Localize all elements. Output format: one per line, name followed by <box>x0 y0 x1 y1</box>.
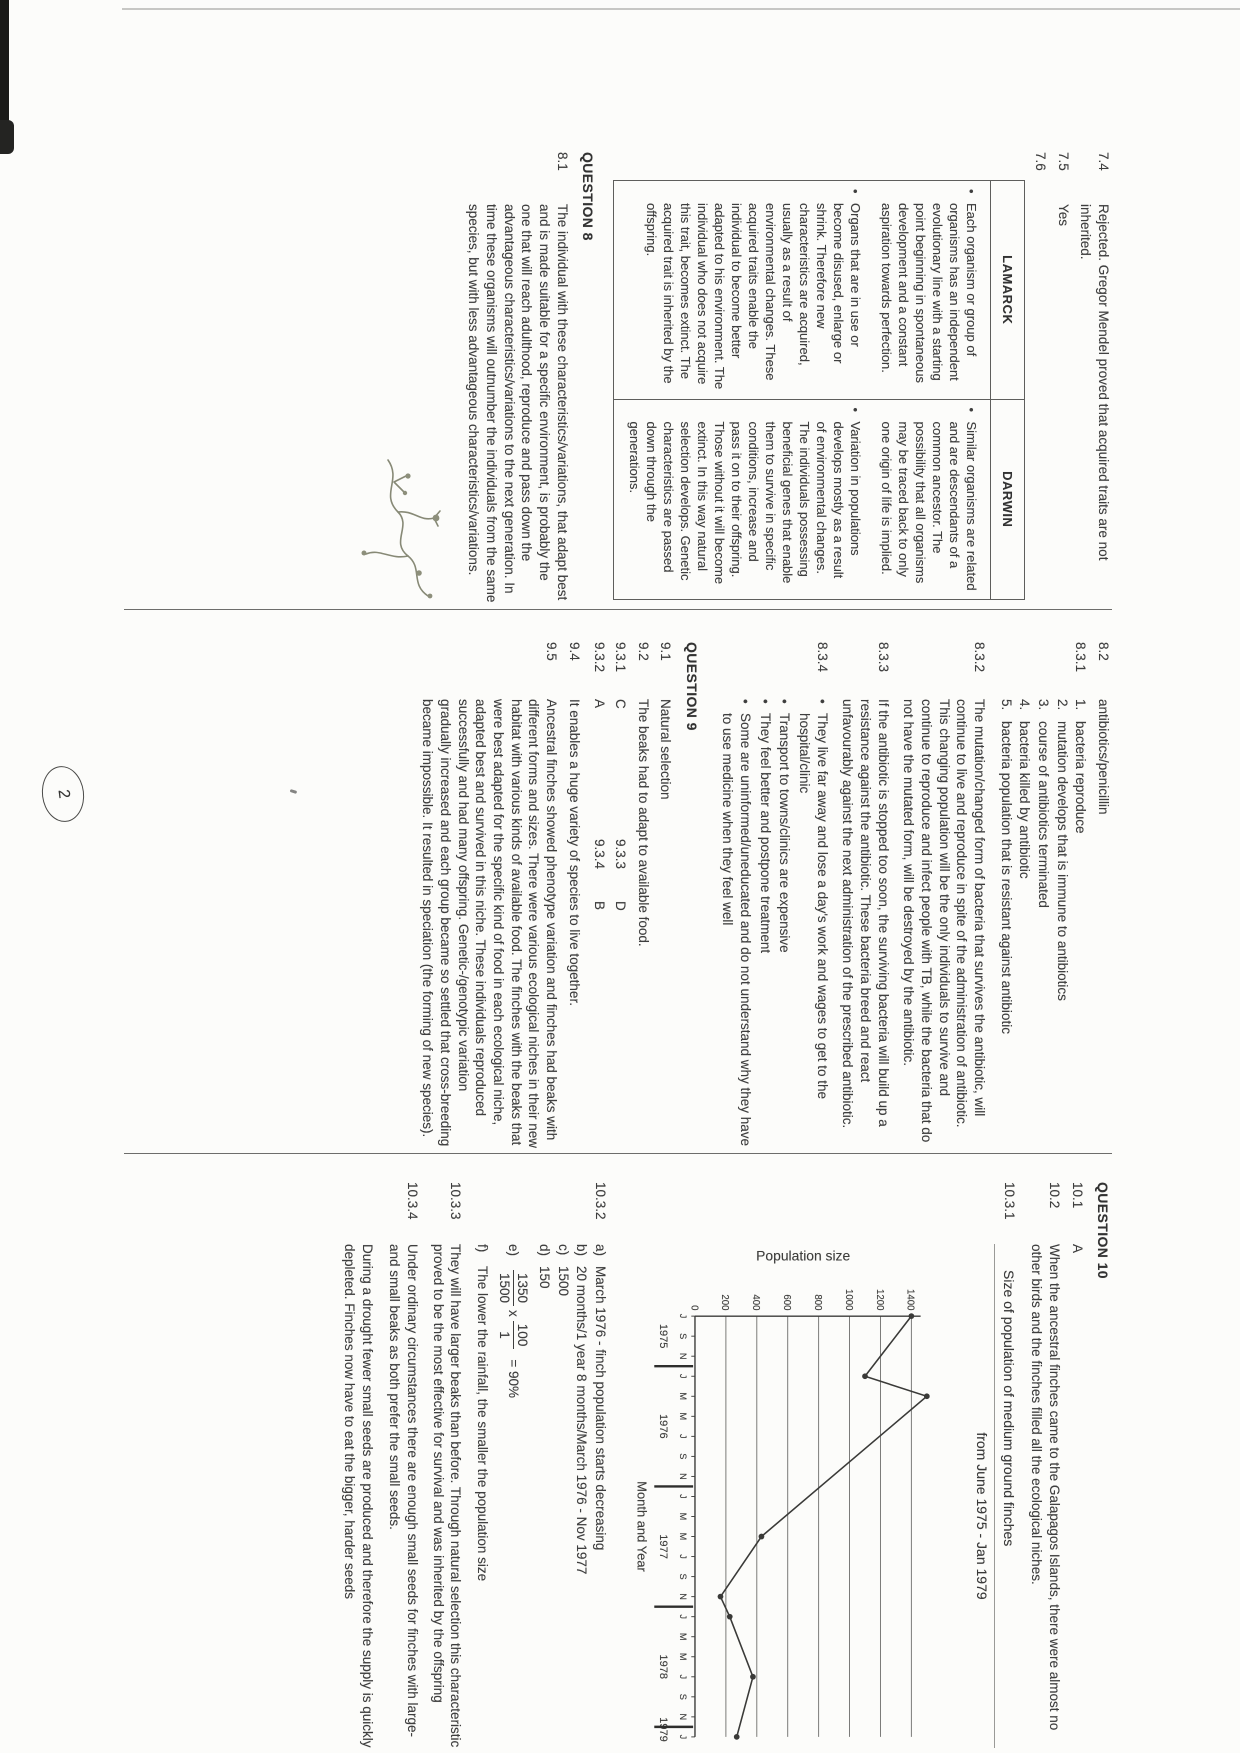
item-label: d) <box>536 1244 552 1257</box>
y-tick-label: 1000 <box>842 1288 854 1311</box>
answer-number: 7.4 <box>1096 152 1111 171</box>
bullet-icon: • <box>848 189 864 194</box>
answer-9-2 <box>634 642 652 1148</box>
month-tick-label: J <box>678 1554 689 1559</box>
month-tick-label: N <box>678 1473 689 1480</box>
item-label: 3. <box>1035 699 1051 711</box>
answer-text: When the ancestral finches came to the Galapagos Islands, there were almost no other birds and the finches filled all the ecological niches. <box>1029 1244 1062 1731</box>
paragraph-2: During a drought fewer small seeds are produced and therefore the supply is quickly depleted. Finches now have to eat the bigger, harder seeds <box>341 1244 375 1748</box>
answer-number: 9.3.2 <box>592 642 608 673</box>
multiplication-sign: x <box>505 1310 521 1317</box>
month-tick-label: S <box>678 1453 689 1460</box>
answer-number: 9.3.3 <box>612 839 628 870</box>
month-tick-label: M <box>678 1412 689 1421</box>
answer-number: 8.3.1 <box>1073 642 1089 673</box>
bullet-item <box>776 699 794 1148</box>
equation-result: = 90% <box>505 1359 521 1398</box>
bullet-icon: • <box>757 699 773 704</box>
item-label: f) <box>474 1244 490 1253</box>
list-item <box>1016 699 1034 1148</box>
bullet-text: Variation in populations develops mostly as a result of environmental changes. The individuals possessing beneficial genes that enable them to survive in specific conditions, increase and pass it on to their offspring. Those without it will become extinct. In this way natural selection develops. Genetic characteristics are passed down through the generations. <box>627 421 864 585</box>
y-tick-label: 800 <box>811 1294 823 1311</box>
month-tick-label: M <box>678 1652 689 1661</box>
lamarck-cell <box>613 181 990 400</box>
chart-subtitle: from June 1975 - Jan 1979 <box>974 1432 991 1600</box>
fraction-2 <box>495 1321 531 1350</box>
answer-9-5 <box>419 642 560 1148</box>
answer-9-3-row2 <box>591 642 609 1148</box>
finch-population-figure <box>617 1182 1018 1748</box>
answer-text: The mutation/changed form of bacteria that survives the antibiotic, will continue to live and reproduce in spite of the administration of antibiotic. This changing population will be the only individuals to survive and continue to reproduce and infect people with TB, while the bacteria that do not have the mutated form, will be destroyed by the antibiotic. <box>901 699 987 1143</box>
year-label: 1979 <box>656 1717 669 1742</box>
answer-number: 10.3.1 <box>1001 1182 1017 1220</box>
item-text: bacteria reproduce <box>1073 721 1089 834</box>
y-tick-label: 400 <box>750 1294 762 1311</box>
column-right <box>335 1182 1112 1748</box>
sub-item-a <box>591 1244 609 1748</box>
lamarck-bullet-2 <box>643 189 864 391</box>
figure-box <box>617 1244 1018 1748</box>
item-text: bacteria killed by antibiotic <box>1017 721 1033 879</box>
answer-text: If the antibiotic is stopped too soon, the surviving bacteria will build up a resistance against the antibiotic. These bacteria breed and react unfavourably against the next administration of the prescribed antibiotic. <box>840 699 891 1129</box>
year-label: 1975 <box>656 1323 669 1349</box>
answer-number: 9.1 <box>658 642 674 661</box>
bullet-icon: • <box>964 189 980 194</box>
bullet-icon: • <box>964 407 980 413</box>
item-label: e) <box>505 1244 521 1257</box>
data-point <box>750 1674 756 1680</box>
bullet-icon: • <box>737 699 753 704</box>
answer-number: 7.6 <box>1032 152 1048 171</box>
y-tick-label: 1400 <box>904 1288 916 1311</box>
bullet-text: Transport to towns/clinics are expensive <box>777 713 793 953</box>
scan-edge-artifact <box>0 120 14 154</box>
lamarck-bullet-1 <box>878 189 980 391</box>
list-item <box>1072 699 1090 1148</box>
answer-8-3-2 <box>900 642 988 1148</box>
item-text: bacteria population that is resistant against antibiotic <box>998 721 1014 1034</box>
bullet-text: Similar organisms are related and are descendants of a common ancestor. The possibility that all organisms may be traced back to only one origin of life is implied. <box>879 421 980 591</box>
answer-number: 9.2 <box>635 642 651 661</box>
sub-item-e <box>495 1244 531 1748</box>
population-data-line <box>720 1316 926 1737</box>
column-divider-2 <box>124 1153 1112 1154</box>
answer-8-2 <box>1094 642 1112 1148</box>
answer-8-3-3 <box>839 642 892 1148</box>
y-axis-title: Population size <box>756 1247 851 1264</box>
month-tick-label: J <box>678 1734 689 1740</box>
y-tick-label: 0 <box>688 1305 700 1311</box>
fraction-numerator: 100 <box>515 1323 531 1347</box>
answer-number: 10.3.4 <box>404 1182 420 1220</box>
year-label: 1978 <box>656 1654 669 1680</box>
column-divider-1 <box>124 609 1112 610</box>
list-item <box>1034 699 1052 1148</box>
answer-number: 8.2 <box>1096 642 1111 661</box>
answer-text: Natural selection <box>658 699 674 800</box>
question-9-heading: QUESTION 9 <box>683 642 700 731</box>
answer-letter: A <box>592 699 608 709</box>
column-left <box>350 152 1112 604</box>
answer-number: 7.5 <box>1055 152 1071 171</box>
answer-text: It enables a huge variety of species to live together. <box>566 699 582 1006</box>
month-tick-label: J <box>678 1434 689 1439</box>
fraction-denominator: 1 <box>495 1321 514 1350</box>
item-label: 4. <box>1017 699 1033 711</box>
answer-letter: C <box>612 699 628 709</box>
month-tick-label: S <box>678 1573 689 1580</box>
answer-10-3-4 <box>340 1182 421 1748</box>
chart-title: Size of population of medium ground finches <box>994 1244 1017 1748</box>
bullet-text: Organs that are in use or become disused, enlarge or shrink. Therefore new characteristics are acquired, usually as a result of environmental changes. These acquired traits enable the individual to become better adapted to his environment. The individual who does not acquire this trait, becomes extinct. The acquired trait is inherited by the offspring. <box>644 203 864 390</box>
answer-number: 10.3.2 <box>593 1182 608 1220</box>
answer-text: The individual with these characteristics/variations, that adapt best and is made suitable for a specific environment, is probably the one that will reach adulthood, reproduce and pass down the advantageous characteristics/variations to the next generation. In time these organisms will outnumber the individuals from the same species, but with less advantageous characteristics/variations. <box>466 204 570 603</box>
answer-10-1 <box>1068 1182 1086 1748</box>
answer-bullets <box>717 699 831 1148</box>
answer-number: 10.2 <box>1047 1182 1062 1209</box>
answer-sublist <box>472 1244 609 1748</box>
item-text: 1500 <box>555 1266 571 1297</box>
answer-number: 8.3.3 <box>875 642 891 673</box>
list-item <box>1053 699 1071 1148</box>
item-label: 5. <box>998 699 1014 711</box>
sub-item-f <box>473 1244 491 1748</box>
sketch-illustration <box>355 452 450 602</box>
bullet-text: They feel better and postpone treatment <box>757 713 773 954</box>
month-tick-label: J <box>678 1614 689 1619</box>
month-tick-label: N <box>678 1593 689 1600</box>
item-label: c) <box>555 1244 571 1256</box>
bullet-icon: • <box>814 699 830 704</box>
ink-speck <box>290 789 297 794</box>
list-item <box>997 699 1015 1148</box>
answer-number: 8.3.4 <box>814 642 830 673</box>
answer-9-3-row1 <box>611 642 629 1148</box>
bullet-icon: • <box>848 407 864 413</box>
answer-number: 8.1 <box>554 152 570 171</box>
year-label: 1976 <box>656 1414 669 1439</box>
lamarck-darwin-table <box>613 180 1025 600</box>
paragraph-1: Under ordinary circumstances there are enough small seeds for finches with large- and small beaks as both prefer the small seeds. <box>387 1244 420 1737</box>
figure-row <box>617 1182 1018 1748</box>
item-text: March 1976 - finch population starts decreasing <box>593 1266 608 1551</box>
darwin-bullet-2 <box>626 408 864 592</box>
answer-10-2 <box>1028 1182 1063 1748</box>
month-tick-label: M <box>678 1512 689 1521</box>
scan-edge-line <box>122 8 1240 10</box>
answer-number: 9.5 <box>543 642 559 661</box>
fraction-1 <box>495 1270 531 1306</box>
answer-9-1 <box>657 642 675 1148</box>
darwin-cell <box>613 399 990 600</box>
item-text: mutation develops that is immune to antibiotics <box>1054 721 1070 1001</box>
bullet-text: Some are uninformed/uneducated and do not understand why they have to use medicine when they feel well <box>720 713 753 1147</box>
answer-9-4 <box>565 642 583 1148</box>
month-tick-label: J <box>678 1313 689 1319</box>
answer-text: Ancestral finches showed phenotype variation and finches had beaks with different forms and sizes. There were various ecological niches in their new habitat with various kinds of available food. The finches with the beaks that were best adapted for the specific kind of food in each ecological niche, adapted best and survived in this niche. These individuals reproduced successfully and had many offspring. Genetic-/genotypic variation gradually increased and each group became so settled that cross-breeding became impossible. It resulted in speciation (the forming of new species). <box>420 699 559 1148</box>
question-8-heading: QUESTION 8 <box>579 152 596 241</box>
data-point <box>727 1614 733 1620</box>
year-label: 1977 <box>656 1534 669 1559</box>
answer-10-3-3 <box>429 1182 464 1748</box>
answer-letter: D <box>612 901 628 911</box>
answer-7-6 <box>1031 152 1049 604</box>
fraction-denominator: 1500 <box>495 1270 514 1306</box>
lamarck-header: LAMARCK <box>991 181 1025 400</box>
bullet-item <box>795 699 830 1148</box>
answer-text: Yes <box>1055 204 1071 227</box>
bullet-item <box>756 699 774 1148</box>
data-point <box>924 1393 930 1399</box>
data-point <box>718 1594 724 1600</box>
question-10-heading: QUESTION 10 <box>1095 1182 1111 1279</box>
bullet-item <box>719 699 754 1148</box>
answer-8-3-4 <box>717 642 831 1148</box>
answer-10-3-2 <box>472 1182 609 1748</box>
fraction-numerator: 1350 <box>515 1273 531 1304</box>
answer-text: The beaks had to adapt to available food. <box>635 699 651 947</box>
y-tick-label: 200 <box>719 1294 731 1311</box>
answer-number: 10.1 <box>1069 1182 1085 1209</box>
answer-number: 9.3.4 <box>592 839 608 870</box>
item-label: a) <box>593 1244 608 1257</box>
sub-item-c <box>554 1244 572 1748</box>
answer-text-block <box>340 1244 421 1748</box>
answer-letter: B <box>592 901 608 911</box>
item-text: course of antibiotics terminated <box>1035 721 1051 908</box>
darwin-header: DARWIN <box>991 399 1025 600</box>
sub-item-d <box>535 1244 553 1748</box>
answer-7-5 <box>1054 152 1072 604</box>
month-tick-label: M <box>678 1632 689 1641</box>
month-tick-label: M <box>678 1532 689 1541</box>
answer-number: 9.3.1 <box>612 642 628 673</box>
month-tick-label: S <box>678 1693 689 1700</box>
answer-text: A <box>1069 1244 1085 1254</box>
month-tick-label: N <box>678 1352 689 1360</box>
answer-8-1 <box>465 152 571 604</box>
data-point <box>759 1534 765 1540</box>
answer-text: They will have larger beaks than before. Through natural selection this characteristic proved to be the most effective for survival and was inherited by the offspring <box>430 1244 464 1748</box>
table-header-row <box>991 181 1025 600</box>
item-label: 2. <box>1054 699 1070 711</box>
page-number: 2 <box>54 788 73 800</box>
data-point <box>909 1313 915 1319</box>
darwin-bullet-1 <box>878 408 980 592</box>
answer-number: 9.4 <box>566 642 582 661</box>
answer-8-3-1 <box>996 642 1089 1148</box>
answer-text: antibiotics/penicillin <box>1096 699 1111 815</box>
answer-number: 8.3.2 <box>971 642 987 673</box>
page-number-circled <box>39 764 88 825</box>
finch-chart-svg <box>617 1244 969 1748</box>
bullet-text: Each organism or group of organisms has an independent evolutionary line with a starting point beginning in spontaneous development and a constant aspiration towards perfection. <box>879 203 980 383</box>
answer-number: 10.3.3 <box>448 1182 464 1220</box>
item-text: 150 <box>536 1266 552 1289</box>
y-tick-label: 1200 <box>873 1288 885 1311</box>
answer-7-4 <box>1077 152 1112 604</box>
sub-item-b <box>573 1244 591 1748</box>
item-text: 20 months/1 year 8 months/March 1976 - Nov 1977 <box>574 1266 590 1575</box>
y-tick-label: 600 <box>781 1294 793 1311</box>
data-point <box>862 1373 868 1379</box>
month-tick-label: N <box>678 1713 689 1721</box>
bullet-text: They live far away and lose a day's work and wages to get to the hospital/clinic <box>796 713 830 1100</box>
column-middle <box>414 642 1113 1148</box>
month-tick-label: J <box>678 1373 689 1379</box>
table-body-row <box>613 181 990 600</box>
month-tick-label: S <box>678 1333 689 1340</box>
bullet-icon: • <box>777 699 793 704</box>
month-tick-label: J <box>678 1494 689 1499</box>
month-tick-label: M <box>678 1392 689 1401</box>
answer-text: Rejected. Gregor Mendel proved that acquired traits are not inherited. <box>1078 204 1111 561</box>
item-label: b) <box>574 1244 590 1257</box>
answer-list <box>996 699 1089 1148</box>
x-axis-title: Month and Year <box>634 1481 650 1572</box>
data-point <box>734 1734 740 1740</box>
item-label: 1. <box>1073 699 1089 711</box>
month-tick-label: J <box>678 1674 689 1680</box>
item-text: The lower the rainfall, the smaller the population size <box>474 1266 490 1582</box>
